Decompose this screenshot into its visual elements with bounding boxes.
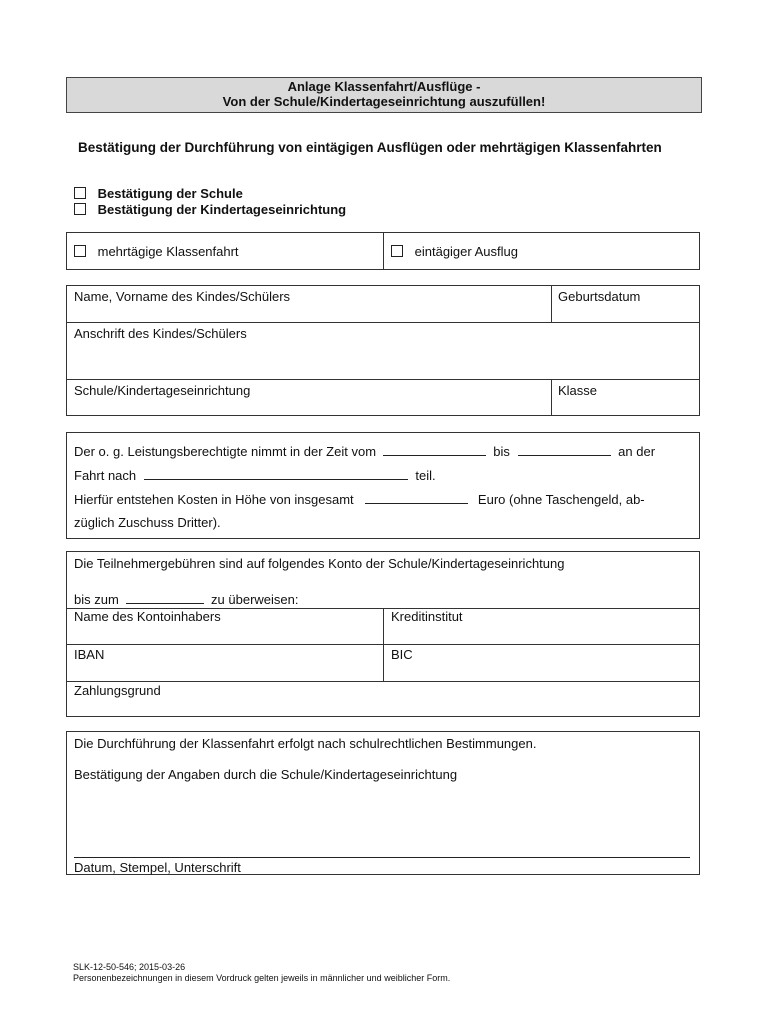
account-holder-field[interactable]: Name des Kontoinhabers: [74, 609, 221, 624]
confirm-school-checkbox[interactable]: [74, 187, 86, 199]
trip-euro-text: Euro (ohne Taschengeld, ab-: [477, 492, 645, 507]
header-line2: Von der Schule/Kindertageseinrichtung auszufüllen!: [222, 94, 546, 109]
child-birth-field[interactable]: Geburtsdatum: [558, 289, 641, 304]
footer-note: Personenbezeichnungen in diesem Vordruck gelten jeweils in männlicher und weiblicher Form.: [73, 973, 451, 983]
header-line1: Anlage Klassenfahrt/Ausflüge -: [287, 79, 481, 94]
trip-line1-text: Der o. g. Leistungsberechtigte nimmt in der Zeit vom: [74, 444, 377, 459]
trip-multi-label: mehrtägige Klassenfahrt: [97, 244, 239, 259]
trip-an-der-text: an der: [618, 444, 656, 459]
confirm-kita-row: [74, 202, 346, 217]
trip-single-checkbox[interactable]: [391, 245, 403, 257]
date-to-blank[interactable]: [518, 443, 611, 456]
final-confirm-box: [66, 731, 700, 875]
destination-blank[interactable]: [144, 467, 408, 480]
trip-line1: [74, 443, 655, 459]
date-from-blank[interactable]: [383, 443, 486, 456]
trip-line3: [74, 491, 645, 507]
iban-field[interactable]: IBAN: [74, 647, 105, 662]
trip-teil-text: teil.: [415, 468, 436, 483]
final-confirmation-label: Bestätigung der Angaben durch die Schule/Kindertageseinrichtung: [74, 767, 458, 782]
child-name-field[interactable]: Name, Vorname des Kindes/Schülers: [74, 289, 291, 304]
confirm-kita-label: Bestätigung der Kindertageseinrichtung: [97, 202, 347, 217]
trip-cost-text: Hierfür entstehen Kosten in Höhe von insgesamt: [74, 492, 354, 507]
account-deadline-row: [74, 592, 299, 607]
footer-code: SLK-12-50-546; 2015-03-26: [73, 962, 186, 972]
trip-single-label: eintägiger Ausflug: [414, 244, 518, 259]
payment-reason-field[interactable]: Zahlungsgrund: [74, 683, 161, 698]
bic-field[interactable]: BIC: [391, 647, 413, 662]
bank-field[interactable]: Kreditinstitut: [391, 609, 463, 624]
trip-multi-row: [74, 244, 239, 259]
trip-bis-text: bis: [493, 444, 510, 459]
child-address-field[interactable]: Anschrift des Kindes/Schülers: [74, 326, 247, 341]
bis-zum-text: bis zum: [74, 592, 119, 607]
confirm-school-label: Bestätigung der Schule: [97, 186, 243, 201]
trip-multi-checkbox[interactable]: [74, 245, 86, 257]
child-school-field[interactable]: Schule/Kindertageseinrichtung: [74, 383, 251, 398]
child-class-field[interactable]: Klasse: [558, 383, 598, 398]
signature-line[interactable]: [74, 857, 690, 858]
ueberweisen-text: zu überweisen:: [211, 592, 299, 607]
confirm-kita-checkbox[interactable]: [74, 203, 86, 215]
trip-line4: züglich Zuschuss Dritter).: [74, 515, 221, 530]
trip-line2: [74, 467, 436, 483]
final-statement: Die Durchführung der Klassenfahrt erfolgt nach schulrechtlichen Bestimmungen.: [74, 736, 537, 751]
trip-fahrt-nach-text: Fahrt nach: [74, 468, 137, 483]
account-intro: Die Teilnehmergebühren sind auf folgendes Konto der Schule/Kindertageseinrichtung: [74, 556, 565, 571]
cost-blank[interactable]: [365, 491, 468, 504]
deadline-blank[interactable]: [126, 593, 204, 604]
form-header: [66, 77, 702, 113]
signature-label: Datum, Stempel, Unterschrift: [74, 860, 241, 875]
trip-single-row: [391, 244, 518, 259]
form-subtitle: Bestätigung der Durchführung von eintägigen Ausflügen oder mehrtägigen Klassenfahrten: [78, 140, 662, 155]
confirm-school-row: [74, 186, 243, 201]
